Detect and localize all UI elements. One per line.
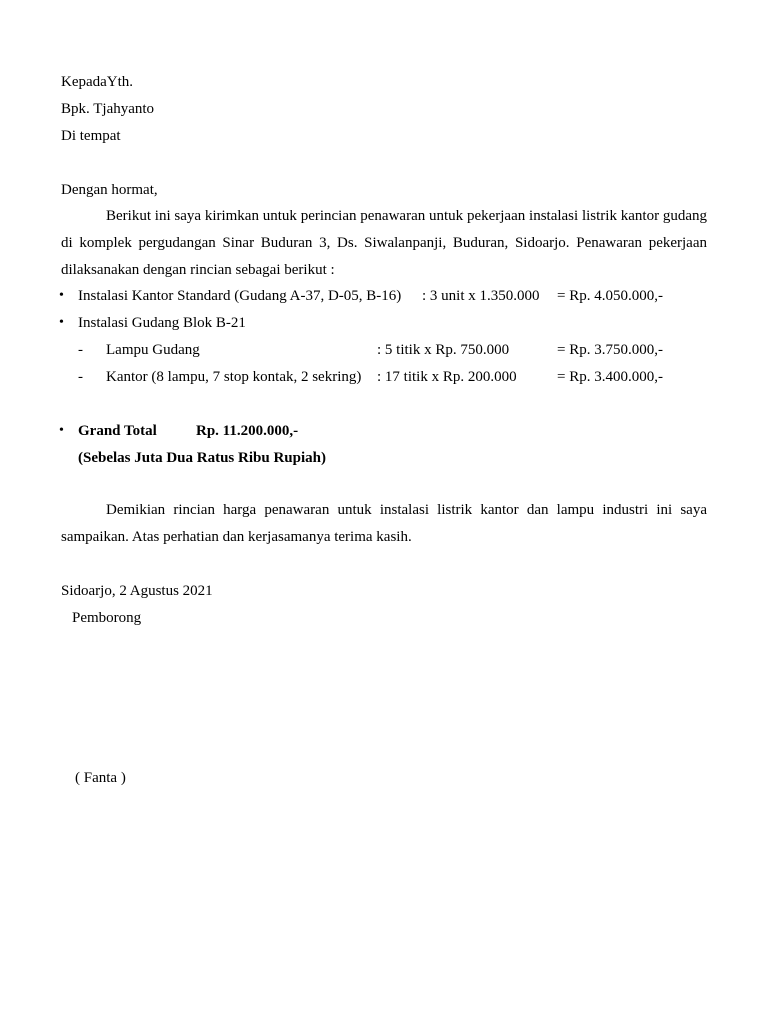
item-total: = Rp. 4.050.000,- — [557, 288, 663, 304]
item-quantity: : 3 unit x 1.350.000 — [422, 288, 540, 304]
signature-name: ( Fanta ) — [75, 770, 126, 786]
item-label: Instalasi Kantor Standard (Gudang A-37, D-05, B-16) — [78, 288, 402, 304]
grand-total-label: Grand Total — [78, 423, 157, 439]
signature-place-date: Sidoarjo, 2 Agustus 2021 — [61, 583, 213, 599]
subitem-quantity: : 17 titik x Rp. 200.000 — [377, 369, 517, 385]
subitem-dash: - — [78, 342, 83, 358]
closing-paragraph-text: Demikian rincian harga penawaran untuk instalasi listrik kantor dan lampu industri ini saya sampaikan. Atas perhatian dan kerjasamanya terima kasih. — [61, 502, 707, 545]
bullet-marker: • — [59, 315, 64, 330]
intro-paragraph — [61, 203, 707, 284]
bullet-marker: • — [59, 423, 64, 438]
recipient-place: Di tempat — [61, 128, 121, 144]
recipient-name: Bpk. Tjahyanto — [61, 101, 155, 117]
bullet-marker: • — [59, 288, 64, 303]
subitem-total: = Rp. 3.750.000,- — [557, 342, 663, 358]
grand-total-amount: Rp. 11.200.000,- — [196, 423, 299, 439]
subitem-total: = Rp. 3.400.000,- — [557, 369, 663, 385]
subitem-dash: - — [78, 369, 83, 385]
subitem-label: Kantor (8 lampu, 7 stop kontak, 2 sekring) — [106, 369, 362, 385]
recipient-salutation: KepadaYth. — [61, 74, 134, 90]
intro-paragraph-text: Berikut ini saya kirimkan untuk perincian penawaran untuk pekerjaan instalasi listrik kantor gudang di komplek pergudangan Sinar Buduran 3, Ds. Siwalanpanji, Buduran, Sidoarjo. Penawaran pekerjaan dilaksanakan dengan rincian sebagai berikut : — [61, 208, 707, 278]
greeting: Dengan hormat, — [61, 182, 158, 198]
subitem-label: Lampu Gudang — [106, 342, 200, 358]
grand-total-in-words: (Sebelas Juta Dua Ratus Ribu Rupiah) — [78, 450, 326, 466]
closing-paragraph — [61, 497, 707, 551]
signature-role: Pemborong — [72, 610, 142, 626]
subitem-quantity: : 5 titik x Rp. 750.000 — [377, 342, 510, 358]
item-label: Instalasi Gudang Blok B-21 — [78, 315, 246, 331]
